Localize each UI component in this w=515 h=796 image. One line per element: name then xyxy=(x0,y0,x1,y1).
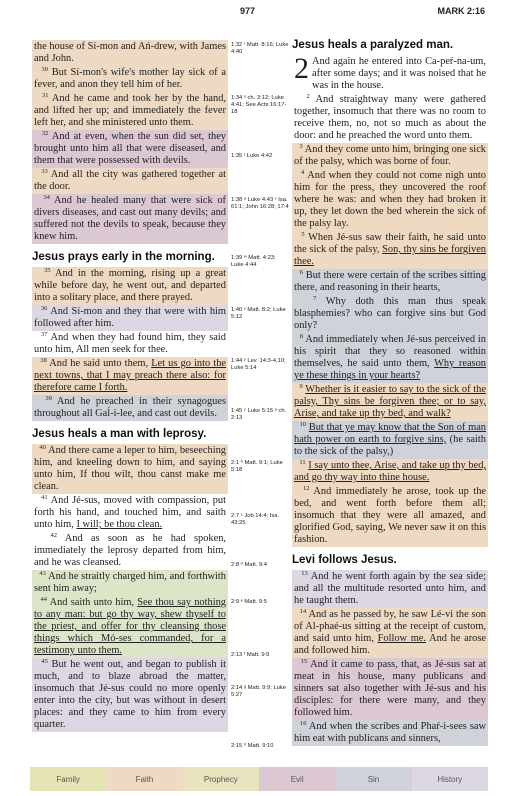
verse-number: 4 xyxy=(301,169,305,176)
verse-37 xyxy=(32,331,228,357)
verse-number: 44 xyxy=(40,596,47,603)
verse-text: And when they had found him, they said unto him, All men seek for thee. xyxy=(34,332,227,355)
verse-text: And there came a leper to him, beseeching him, and kneeling down to him, and saying unto him, If thou wilt, thou canst make me clean. xyxy=(34,445,226,492)
cross-reference: 1:35 ᵗ Luke 4:42 xyxy=(231,153,273,159)
verse-2-11 xyxy=(292,459,488,485)
legend-sin: Sin xyxy=(335,767,411,791)
verse-30 xyxy=(32,66,228,92)
verse-2-13 xyxy=(292,570,488,608)
cross-reference: 1:39 ʷ Matt. 4:23; Luke 4:44 xyxy=(231,255,276,268)
verse-number: 2 xyxy=(306,93,310,100)
section-heading-prays: Jesus prays early in the morning. xyxy=(32,251,215,263)
cross-reference: 1:44 ʸ Lev. 14:3-4,10; Luke 5:14 xyxy=(231,358,286,371)
verse-text: the house of Sí-mon and Ań-drew, with James and John. xyxy=(34,41,226,64)
legend-evil: Evil xyxy=(259,767,335,791)
verse-number: 10 xyxy=(299,421,307,428)
verse-text: But he went out, and began to publish it much, and to blaze abroad the matter, insomuch that Jé-sus could no more openly enter into the city, but was without in desert places: and they came to him from every quarter. xyxy=(34,659,226,730)
right-column xyxy=(292,38,488,746)
verse-number: 37 xyxy=(41,331,48,338)
verse-number: 14 xyxy=(299,608,307,615)
verse-number: 33 xyxy=(41,168,48,175)
legend-faith: Faith xyxy=(106,767,182,791)
cross-reference: 2:8 ᵈ Matt. 9:4 xyxy=(231,562,268,568)
verse-number: 8 xyxy=(299,333,304,340)
cross-reference: 2:9 ᵉ Matt. 9:5 xyxy=(231,599,267,605)
verse-text: And all the city was gathered together at the door. xyxy=(34,169,226,192)
verse-number: 38 xyxy=(40,357,47,364)
cross-reference: 1:45 ᶻ Luke 5:15 ᵃ ch. 2:13 xyxy=(231,408,287,421)
verse-text: And when the scribes and Phaŕ-i-sees saw him eat with publicans and sinners, xyxy=(294,721,486,744)
verse-44 xyxy=(32,596,228,658)
verse-number: 35 xyxy=(44,267,51,274)
verse-2-9 xyxy=(292,383,488,421)
jesus-words: But that ye may know that the Son of man hath power on earth to forgive sins, xyxy=(294,422,486,445)
verse-number: 32 xyxy=(41,130,49,137)
jesus-words: See thou say nothing to any man: but go thy way, shew thyself to the priest, and offer for thy cleansing those things which Mó-ses commanded, for a testimony unto them. xyxy=(34,597,226,656)
cross-reference: 1:38 ᵘ Luke 4:43 ᵛ Isa. 61:1; John 16:28; 17:4 xyxy=(231,197,289,210)
verse-text: And he said unto them, xyxy=(49,358,152,369)
verse-38 xyxy=(32,357,228,395)
verse-text: And at even, when the sun did set, they brought unto him all that were diseased, and them that were possessed with devils. xyxy=(34,131,227,166)
section-heading-leprosy: Jesus heals a man with leprosy. xyxy=(32,428,207,440)
cross-reference: 2:7 ᶜ Job 14:4; Isa. 43:25 xyxy=(231,513,280,526)
verse-number: 34 xyxy=(43,194,50,201)
verse-text: And as he passed by, he saw Lé-vi the son of Al-phaé-us sitting at the receipt of custom, and said unto him, xyxy=(294,609,486,644)
verse-number: 40 xyxy=(39,444,46,451)
verse-number: 41 xyxy=(41,494,48,501)
legend-prophecy: Prophecy xyxy=(183,767,259,791)
verse-text: And immediately when Jé-sus perceived in his spirit that they so reasoned within themselves, he said unto them, xyxy=(294,334,486,369)
verse-number: 5 xyxy=(301,231,305,238)
verse-2-3 xyxy=(292,143,488,169)
verse-number: 31 xyxy=(41,92,49,99)
verse-number: 11 xyxy=(299,459,306,466)
verse-number: 7 xyxy=(313,295,317,302)
verse-number: 6 xyxy=(299,269,303,276)
verse-34 xyxy=(32,194,228,244)
verse-2-2 xyxy=(292,93,488,143)
verse-35 xyxy=(32,267,228,305)
verse-text: And saith unto him, xyxy=(49,597,138,608)
verse-text: And he healed many that were sick of divers diseases, and cast out many devils; and suffered not the devils to speak, because they knew him. xyxy=(34,195,227,242)
verse-2-5 xyxy=(292,231,488,269)
verse-number: 30 xyxy=(41,66,48,73)
jesus-words: Whether is it easier to say to the sick of the palsy, Thy sins be forgiven thee; or to say, Arise, and take up thy bed, and walk? xyxy=(294,384,486,419)
page-header xyxy=(0,6,515,20)
cross-reference: 2:15 ʰ Matt. 9:10 xyxy=(231,743,274,749)
legend-family: Family xyxy=(30,767,106,791)
verse-2-8 xyxy=(292,333,488,383)
cross-reference: 2:1 ᵇ Matt. 9:1; Luke 5:18 xyxy=(231,460,283,473)
verse-text: And he arose and followed him. xyxy=(294,633,487,656)
jesus-words: Why reason ye these things in your hearts? xyxy=(294,358,486,381)
verse-33 xyxy=(32,168,228,194)
verse-text: Why doth this man thus speak blasphemies? who can forgive sins but God only? xyxy=(294,296,486,331)
verse-number: 42 xyxy=(50,532,58,539)
verse-text: And immediately he arose, took up the bed, and went forth before them all; insomuch that they were all amazed, and glorified God, saying, We never saw it on this fashion. xyxy=(294,486,486,545)
verse-text: And again he entered into Ca-peŕ-na-um, after some days; and it was noised that he was in the house. xyxy=(312,56,486,91)
cross-reference: 1:32 ʳ Matt. 8:16; Luke 4:40 xyxy=(231,42,289,55)
verse-text: And Sí-mon and they that were with him followed after him. xyxy=(34,306,226,329)
verse-text: (he saith to the sick of the palsy,) xyxy=(294,434,486,457)
verse-text: And straightway many were gathered together, insomuch that there was no room to receive them, no, not so much as about the door: and he preached the word unto them. xyxy=(294,94,486,141)
verse-number: 36 xyxy=(40,305,48,312)
verse-45 xyxy=(32,658,228,732)
verse-text: But Sí-mon's wife's mother lay sick of a fever, and anon they tell him of her. xyxy=(34,67,226,90)
verse-number: 39 xyxy=(45,395,52,402)
verse-32 xyxy=(32,130,228,168)
verse-text: And when they could not come nigh unto him for the press, they uncovered the roof where he was: and when they had broken it up, they let down the bed wherein the sick of the palsy lay. xyxy=(294,170,486,229)
jesus-words: I say unto thee, Arise, and take up thy bed, and go thy way into thine house. xyxy=(294,460,486,483)
verse-36 xyxy=(32,305,228,331)
chapter-reference: MARK 2:16 xyxy=(437,6,485,16)
verse-text: And Jé-sus, moved with compassion, put forth his hand, and touched him, and saith unto him, xyxy=(34,495,226,530)
verse-2-10 xyxy=(292,421,488,459)
page-number: 977 xyxy=(240,6,256,16)
verse-number: 43 xyxy=(39,570,46,577)
cross-reference: 1:40 ˣ Matt. 8:2; Luke 5:12 xyxy=(231,307,286,320)
verse-number: 16 xyxy=(299,720,307,727)
verse-number: 45 xyxy=(41,658,48,665)
verse-text: And he preached in their synagogues throughout all Gaĺ-i-lee, and cast out devils. xyxy=(34,396,226,419)
verse-text: And he straitly charged him, and forthwith sent him away; xyxy=(34,571,226,594)
verse-41 xyxy=(32,494,228,532)
verse-31 xyxy=(32,92,228,130)
verse-2-16 xyxy=(292,720,488,746)
cross-reference: 2:13 ᶠ Matt. 9:9 xyxy=(231,652,270,658)
cross-reference: 2:14 ᵍ Matt. 9:9; Luke 5:27 xyxy=(231,685,287,698)
verse-text: And he came and took her by the hand, and lifted her up; and immediately the fever left her, and she ministered unto them. xyxy=(34,93,226,128)
verse-2-7 xyxy=(292,295,488,333)
verse-text: And it came to pass, that, as Jé-sus sat at meat in his house, many publicans and sinners sat also together with Jé-sus and his disciples: for there were many, and they followed him. xyxy=(294,659,486,718)
verse-2-15 xyxy=(292,658,488,720)
left-column xyxy=(32,40,228,732)
verse-text: But there were certain of the scribes sitting there, and reasoning in their hearts, xyxy=(294,270,486,293)
chapter-number: 2 xyxy=(294,52,309,85)
jesus-words: Let us go into the next towns, that I may preach there also: for therefore came I forth. xyxy=(34,358,226,393)
verse-2-14 xyxy=(292,608,488,658)
verse-text: And in the morning, rising up a great while before day, he went out, and departed into a solitary place, and there prayed. xyxy=(34,268,226,303)
verse-39 xyxy=(32,395,228,421)
verse-42 xyxy=(32,532,228,570)
verse-text: And they come unto him, bringing one sick of the palsy, which was borne of four. xyxy=(294,144,487,167)
verse-43 xyxy=(32,570,228,596)
verse-text: And as soon as he had spoken, immediately the leprosy departed from him, and he was cleansed. xyxy=(34,533,226,568)
verse-number: 3 xyxy=(299,143,303,150)
verse-2-12 xyxy=(292,485,488,547)
section-heading-levi: Levi follows Jesus. xyxy=(292,554,397,566)
color-legend xyxy=(30,767,488,791)
verse-number: 12 xyxy=(302,485,310,492)
verse-29-cont xyxy=(32,40,228,66)
jesus-words: Son, thy sins be forgiven thee. xyxy=(294,244,486,267)
verse-number: 13 xyxy=(301,570,308,577)
jesus-words: I will; be thou clean. xyxy=(76,519,163,530)
verse-40 xyxy=(32,444,228,494)
section-heading-paralyzed: Jesus heals a paralyzed man. xyxy=(292,39,454,51)
verse-number: 15 xyxy=(300,658,308,665)
jesus-words: Follow me. xyxy=(377,633,426,644)
verse-text: When Jé-sus saw their faith, he said unto the sick of the palsy, xyxy=(294,232,486,255)
verse-number: 9 xyxy=(299,383,303,390)
verse-2-6 xyxy=(292,269,488,295)
verse-2-4 xyxy=(292,169,488,231)
verse-2-1 xyxy=(292,52,488,93)
verse-text: And he went forth again by the sea side; and all the multitude resorted unto him, and he taught them. xyxy=(294,571,486,606)
cross-reference: 1:34 ˢ ch. 3:12; Luke 4:41; See Acts 16:17-18 xyxy=(231,95,287,115)
legend-history: History xyxy=(412,767,488,791)
